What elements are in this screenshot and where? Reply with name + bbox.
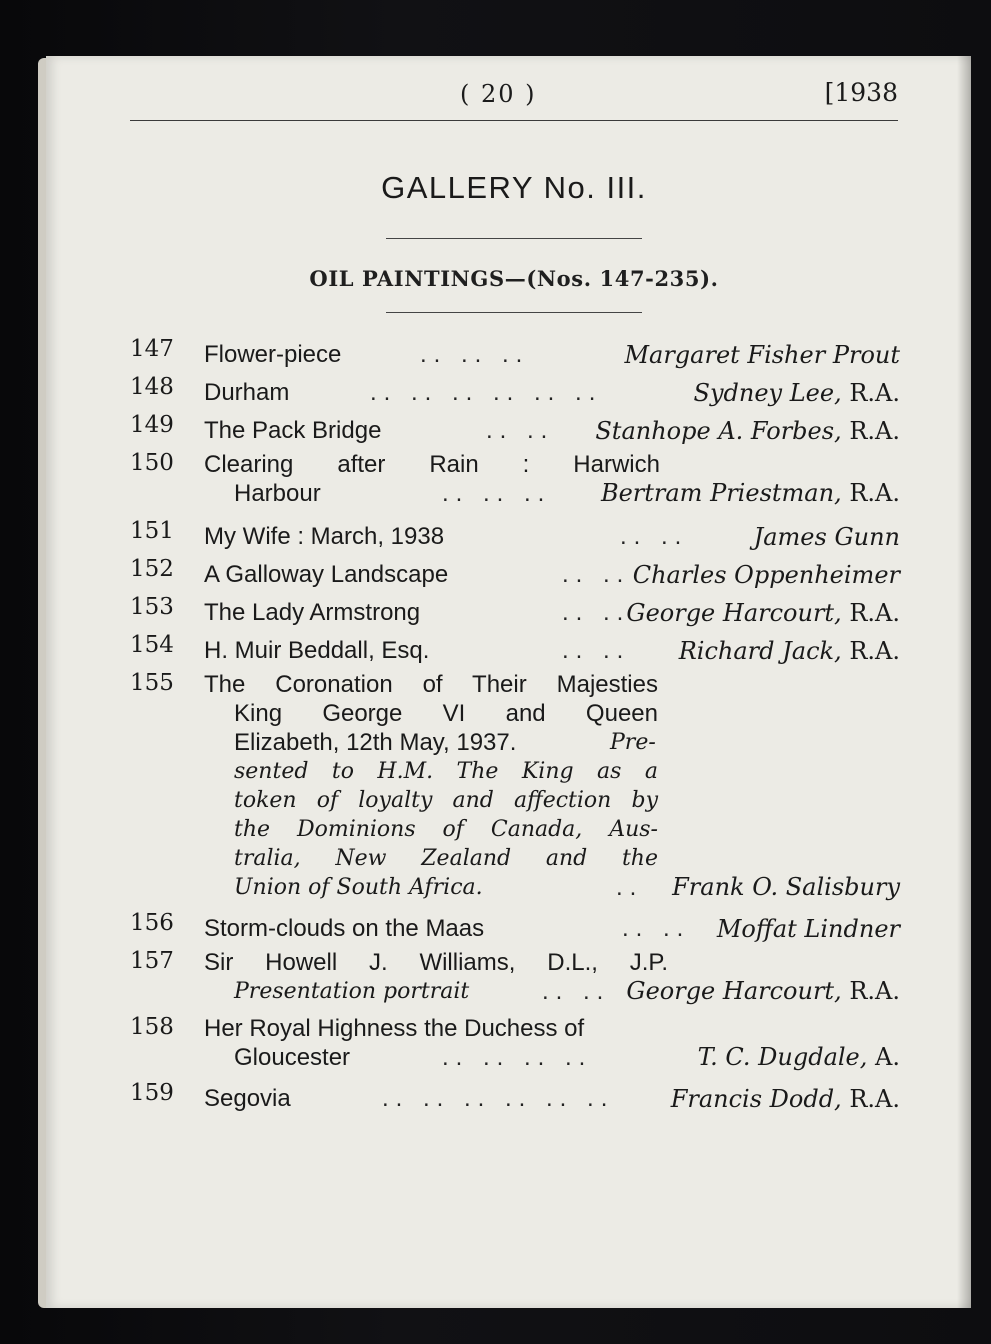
entry-title: Durham [204,379,290,406]
dot-leader: .. .. .. [442,480,552,507]
artist-name: Bertram Priestman, [600,479,842,507]
artist-honour: R.A. [849,977,900,1005]
page-gutter-shadow [957,56,971,1308]
entry-description: Presentation portrait [234,979,470,1004]
entry-title: My Wife : March, 1938 [204,523,445,550]
entry-number: 150 [130,450,174,476]
catalogue-entry [130,910,900,948]
entry-number: 153 [130,594,174,620]
entry-title: Her Royal Highness the Duchess of [204,1015,585,1042]
header-rule [130,120,898,121]
year-marker: [1938 [824,78,898,107]
entry-artist [671,1080,900,1118]
catalogue-entry [130,412,900,450]
catalogue-entry [130,518,900,556]
artist-name: Sydney Lee, [693,379,842,407]
catalogue-entry [130,1014,900,1072]
title-rule-bottom [386,312,642,313]
artist-name: Francis Dodd, [670,1085,842,1113]
dot-leader: .. .. [562,561,631,588]
entry-description: Union of South Africa. [234,875,483,900]
catalogue-entry [130,1080,900,1118]
artist-honour: R.A. [849,1085,900,1113]
dot-leader: .. .. [562,599,631,626]
entry-title-continued: Gloucester [234,1044,351,1071]
artist-honour: A. [875,1043,900,1071]
entry-title: H. Muir Beddall, Esq. [204,637,430,664]
entry-artist [595,412,900,450]
page-number: ( 20 ) [460,80,537,108]
entry-artist [679,632,900,670]
catalogue-entry [130,450,900,508]
dot-leader: .. .. [542,978,611,1005]
dot-leader: .. [616,874,644,901]
entry-number: 156 [130,910,174,936]
entry-title: Storm-clouds on the Maas [204,915,485,942]
entry-description: Pre- [610,730,656,755]
entry-number: 151 [130,518,174,544]
entry-number: 148 [130,374,174,400]
entry-title: Clearing after Rain : Harwich [204,451,660,478]
entry-artist: Charles Oppenheimer [632,561,900,589]
entry-artist: Frank O. Salisbury [672,873,900,901]
entry-number: 159 [130,1080,174,1106]
artist-name: Stanhope A. Forbes, [595,417,842,445]
dot-leader: .. .. [562,637,631,664]
artist-honour: R.A. [849,417,900,445]
gallery-title: GALLERY No. III. [381,170,647,205]
catalogue-entry [130,948,900,1006]
catalogue-entry [130,374,900,412]
catalogue-entry [130,670,900,902]
running-header [130,74,898,124]
dot-leader: .. .. [486,417,555,444]
entry-artist [694,374,901,412]
dot-leader: .. .. .. .. .. .. [382,1085,615,1112]
artist-honour: R.A. [849,637,900,665]
entry-artist: James Gunn [753,523,900,551]
catalogue-entries [130,336,900,1118]
entry-artist [698,1043,900,1072]
artist-name: George Harcourt, [626,599,842,627]
artist-honour: R.A. [849,379,900,407]
catalogue-entry [130,336,900,374]
artist-honour: R.A. [849,479,900,507]
entry-number: 157 [130,948,174,974]
entry-description: token of loyalty and affection by [234,788,658,813]
entry-number: 149 [130,412,174,438]
title-rule-top [386,238,642,239]
entry-number: 147 [130,336,174,362]
entry-title-continued: King George VI and Queen [234,700,658,727]
entry-artist: Margaret Fisher Prout [624,341,900,369]
entry-title: Segovia [204,1085,291,1112]
artist-name: George Harcourt, [626,977,842,1005]
entry-description: sented to H.M. The King as a [234,759,658,784]
entry-title: Sir Howell J. Williams, D.L., J.P. [204,949,668,976]
artist-name: Richard Jack, [678,637,842,665]
entry-number: 158 [130,1014,174,1040]
dot-leader: .. .. .. .. [442,1044,593,1071]
section-title: OIL PAINTINGS—(Nos. 147-235). [309,266,719,291]
entry-title: The Pack Bridge [204,417,382,444]
entry-title: Flower-piece [204,341,342,368]
dot-leader: .. .. [620,523,689,550]
catalogue-entry [130,556,900,594]
artist-name: T. C. Dugdale, [697,1043,868,1071]
artist-honour: R.A. [849,599,900,627]
entry-description: tralia, New Zealand and the [234,846,658,871]
entry-artist: Moffat Lindner [716,915,900,943]
entry-title: The Lady Armstrong [204,599,421,626]
entry-artist [626,977,900,1006]
dot-leader: .. .. [622,915,691,942]
entry-number: 154 [130,632,174,658]
entry-description: the Dominions of Canada, Aus- [234,817,658,842]
entry-number: 155 [130,670,174,696]
entry-title-continued: Harbour [234,480,321,507]
entry-artist [601,479,900,508]
entry-title: The Coronation of Their Majesties [204,671,658,698]
catalogue-entry [130,632,900,670]
entry-title-continued: Elizabeth, 12th May, 1937. [234,729,517,756]
entry-artist [626,594,900,632]
dot-leader: .. .. .. [420,341,530,368]
entry-number: 152 [130,556,174,582]
entry-title: A Galloway Landscape [204,561,449,588]
catalogue-entry [130,594,900,632]
dot-leader: .. .. .. .. .. .. [370,379,603,406]
